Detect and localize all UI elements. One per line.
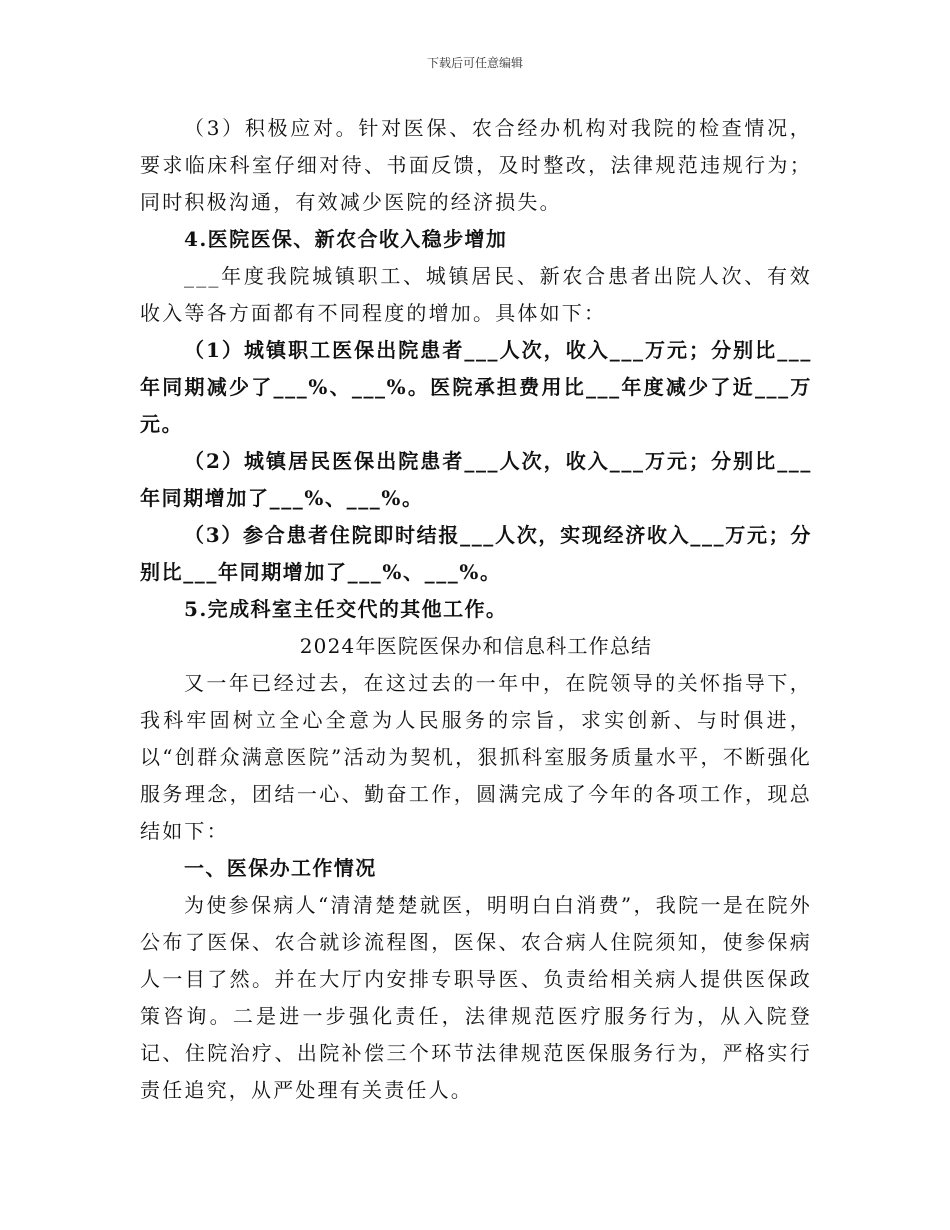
paragraph-active-response: （3）积极应对。针对医保、农合经办机构对我院的检查情况，要求临床科室仔细对待、书面反馈，及时整改，法律规范违规行为；同时积极沟通，有效减少医院的经济损失。 — [140, 116, 812, 214]
section-heading-medical-insurance-office: 一、医保办工作情况 — [184, 856, 377, 880]
paragraph-intro: 又一年已经过去，在这过去的一年中，在院领导的关怀指导下，我科牢固树立全心全意为人民服务的宗旨，求实创新、与时俱进，以“创群众满意医院”活动为契机，狠抓科室服务质量水平，不断强化服务理念，团结一心、勤奋工作，圆满完成了今年的各项工作，现总结如下： — [140, 671, 812, 843]
paragraph-urban-employee: （1）城镇职工医保出院患者___人次，收入___万元；分别比___年同期减少了___%、___%。医院承担费用比___年度减少了近___万元。 — [140, 338, 812, 436]
document-body — [140, 110, 812, 1109]
paragraph-medical-insurance-work: 为使参保病人“清清楚楚就医，明明白白消费”，我院一是在院外公布了医保、农合就诊流程图，医保、农合病人住院须知，使参保病人一目了然。并在大厅内安排专职导医、负责给相关病人提供医保政策咨询。二是进一步强化责任，法律规范医疗服务行为，从入院登记、住院治疗、出院补偿三个环节法律规范医保服务行为，严格实行责任追究，从严处理有关责任人。 — [140, 893, 812, 1102]
page-header: 下载后可任意编辑 — [426, 56, 523, 70]
heading-income-increase: 4.医院医保、新农合收入稳步增加 — [184, 227, 508, 251]
paragraph-rural-cooperative: （3）参合患者住院即时结报___人次，实现经济收入___万元；分别比___年同期增加了___%、___%。 — [140, 523, 812, 584]
paragraph-income-overview: ___年度我院城镇职工、城镇居民、新农合患者出院人次、有效收入等各方面都有不同程度的增加。具体如下： — [140, 264, 812, 325]
document-title: 2024年医院医保办和信息科工作总结 — [299, 634, 653, 658]
heading-other-work: 5.完成科室主任交代的其他工作。 — [184, 597, 508, 621]
paragraph-urban-resident: （2）城镇居民医保出院患者___人次，收入___万元；分别比___年同期增加了___%、___%。 — [140, 449, 812, 510]
